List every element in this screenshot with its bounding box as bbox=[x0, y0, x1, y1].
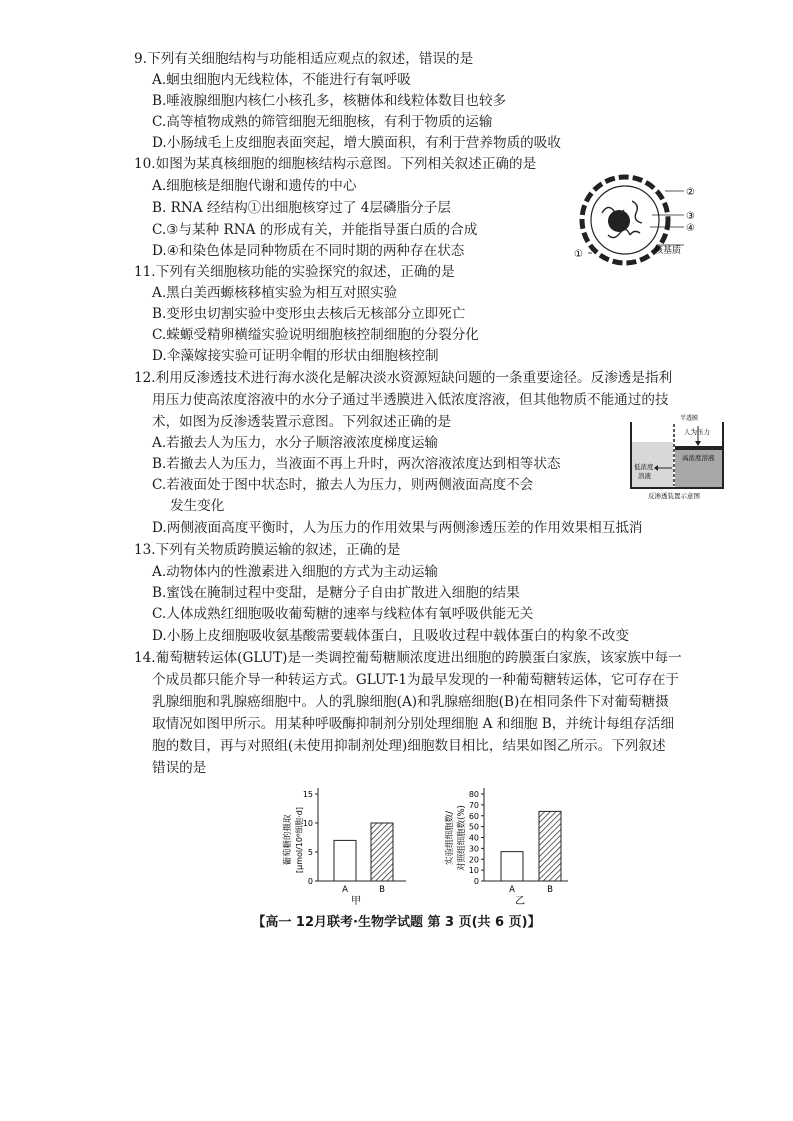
q11-option-a: A.黑白美西螈核移植实验为相互对照实验 bbox=[152, 285, 398, 301]
chart-glucose-uptake bbox=[278, 780, 428, 908]
q10-option-b: B. RNA 经结构①出细胞核穿过了 4层磷脂分子层 bbox=[152, 200, 451, 216]
chart-0-ytick-label: 15 bbox=[302, 790, 313, 799]
q12-option-d: D.两侧液面高度平衡时，人为压力的作用效果与两侧渗透压差的作用效果相互抵消 bbox=[152, 520, 643, 536]
chart-1-bar-b bbox=[539, 811, 561, 881]
chart-0-xtick-a: A bbox=[342, 885, 348, 895]
q12-stem-line-1: 12.利用反渗透技术进行海水淡化是解决淡水资源短缺问题的一条重要途径。反渗透是指利 bbox=[134, 370, 673, 386]
q9-stem: 9.下列有关细胞结构与功能相适应观点的叙述，错误的是 bbox=[134, 51, 474, 67]
q14-stem-line-1: 14.葡萄糖转运体(GLUT)是一类调控葡萄糖顺浓度进出细胞的跨膜蛋白家族，该家族中每一 bbox=[134, 650, 682, 666]
q14-stem-line-2: 个成员都只能介导一种转运方式。GLUT-1为最早发现的一种葡萄糖转运体，它可存在于 bbox=[152, 672, 679, 688]
q12-option-c-cont: 发生变化 bbox=[170, 498, 225, 514]
chart-0-bar-a bbox=[334, 840, 356, 881]
figure-caption: 反渗透装置示意图 bbox=[648, 492, 700, 500]
q9-option-b: B.唾液腺细胞内核仁小核孔多，核糖体和线粒体数目也较多 bbox=[152, 93, 507, 109]
nucleus-diagram bbox=[570, 173, 700, 268]
q14-stem-line-3: 乳腺细胞和乳腺癌细胞中。人的乳腺细胞(A)和乳腺癌细胞(B)在相同条件下对葡萄糖摄 bbox=[152, 694, 669, 710]
q10-option-c: C.③与某种 RNA 的形成有关，并能指导蛋白质的合成 bbox=[152, 222, 478, 238]
q12-option-b: B.若撤去人为压力，当液面不再上升时，两次溶液浓度达到相等状态 bbox=[152, 456, 561, 472]
label-low-2: 溶液 bbox=[638, 472, 651, 480]
label-membrane: 半透膜 bbox=[680, 415, 699, 422]
q13-option-c: C.人体成熟红细胞吸收葡萄糖的速率与线粒体有氧呼吸供能无关 bbox=[152, 606, 534, 622]
q13-option-d: D.小肠上皮细胞吸收氨基酸需要载体蛋白，且吸收过程中载体蛋白的构象不改变 bbox=[152, 628, 629, 644]
q14-stem-line-4: 取情况如图甲所示。用某种呼吸酶抑制剂分别处理细胞 A 和细胞 B，并统计每组存活细 bbox=[152, 716, 675, 732]
chart-1-ytick-label: 80 bbox=[468, 790, 479, 799]
q10-option-d: D.④和染色体是同种物质在不同时期的两种存在状态 bbox=[152, 243, 465, 259]
chart-1-xtick-a: A bbox=[509, 885, 515, 895]
chart-1-ytick-label: 30 bbox=[468, 844, 479, 854]
label-1: ① bbox=[574, 249, 583, 260]
chart-1-xtick-b: B bbox=[547, 885, 553, 895]
q9-option-c: C.高等植物成熟的筛管细胞无细胞核，有利于物质的运输 bbox=[152, 114, 493, 130]
chart-1-ylabel-2: 对照组细胞数(%) bbox=[457, 805, 467, 871]
q11-option-d: D.伞藻嫁接实验可证明伞帽的形状由细胞核控制 bbox=[152, 348, 439, 364]
chart-0-xtick-b: B bbox=[379, 885, 385, 895]
q13-option-b: B.蜜饯在腌制过程中变甜，是糖分子自由扩散进入细胞的结果 bbox=[152, 585, 520, 601]
chart-1-ylabel-1: 实验组细胞数/ bbox=[445, 811, 455, 865]
page-footer: 【高一 12月联考·生物学试题 第 3 页(共 6 页)】 bbox=[252, 915, 541, 930]
chart-1-ytick-label: 10 bbox=[468, 866, 479, 876]
chart-0-ytick-label: 0 bbox=[307, 877, 313, 886]
chart-0-ytick-label: 5 bbox=[307, 848, 313, 857]
chart-0-bar-b bbox=[371, 823, 393, 881]
chart-1-ytick-label: 0 bbox=[473, 877, 479, 886]
label-4: ④ bbox=[686, 223, 695, 234]
chart-0-ylabel-1: 葡萄糖的摄取 bbox=[283, 814, 293, 866]
label-nucleoplasm: 核基质 bbox=[654, 246, 682, 256]
q11-option-c: C.蝾螈受精卵横缢实验说明细胞核控制细胞的分裂分化 bbox=[152, 327, 479, 343]
q13-stem: 13.下列有关物质跨膜运输的叙述，正确的是 bbox=[134, 542, 401, 558]
q11-stem: 11.下列有关细胞核功能的实验探究的叙述，正确的是 bbox=[134, 264, 455, 280]
q12-stem-line-2: 用压力使高浓度溶液中的水分子通过半透膜进入低浓度溶液，但其他物质不能通过的技 bbox=[152, 392, 669, 408]
q10-option-a: A.细胞核是细胞代谢和遗传的中心 bbox=[152, 178, 357, 194]
q9-option-d: D.小肠绒毛上皮细胞表面突起，增大膜面积，有利于营养物质的吸收 bbox=[152, 135, 561, 151]
chart-1-ytick-label: 40 bbox=[468, 833, 479, 843]
q12-option-a: A.若撤去人为压力，水分子顺溶液浓度梯度运输 bbox=[152, 435, 439, 451]
label-low-1: 低浓度 bbox=[634, 463, 654, 471]
q11-option-b: B.变形虫切割实验中变形虫去核后无核部分立即死亡 bbox=[152, 306, 466, 322]
chart-survival-ratio bbox=[440, 780, 590, 908]
q14-stem-line-5: 胞的数目，再与对照组(未使用抑制剂处理)细胞数目相比，结果如图乙所示。下列叙述 bbox=[152, 738, 666, 754]
chart-1-ytick-label: 20 bbox=[468, 855, 479, 865]
label-3: ③ bbox=[686, 211, 695, 222]
chart-1-bar-a bbox=[501, 852, 523, 881]
label-pressure: 人为压力 bbox=[684, 428, 710, 436]
q12-option-c: C.若液面处于图中状态时，撤去人为压力，则两侧液面高度不会 bbox=[152, 477, 534, 493]
label-high: 高浓度溶液 bbox=[682, 454, 715, 462]
chart-1-xlabel: 乙 bbox=[515, 896, 525, 907]
chart-0-ylabel-2: [μmol/10⁶细胞·d] bbox=[295, 807, 304, 873]
label-2: ② bbox=[686, 187, 695, 198]
q10-stem: 10.如图为某真核细胞的细胞核结构示意图。下列相关叙述正确的是 bbox=[134, 156, 537, 172]
q13-option-a: A.动物体内的性激素进入细胞的方式为主动运输 bbox=[152, 564, 439, 580]
chart-1-ytick-label: 50 bbox=[468, 822, 479, 832]
reverse-osmosis-diagram bbox=[628, 412, 728, 502]
q9-option-a: A.蛔虫细胞内无线粒体，不能进行有氧呼吸 bbox=[152, 72, 411, 88]
chart-0-ytick-label: 10 bbox=[302, 819, 313, 828]
chart-0-xlabel: 甲 bbox=[351, 896, 361, 907]
q12-stem-line-3: 术，如图为反渗透装置示意图。下列叙述正确的是 bbox=[152, 414, 452, 430]
q14-stem-line-6: 错误的是 bbox=[152, 760, 207, 776]
chart-1-ytick-label: 70 bbox=[468, 800, 479, 810]
chart-1-ytick-label: 60 bbox=[468, 811, 479, 821]
